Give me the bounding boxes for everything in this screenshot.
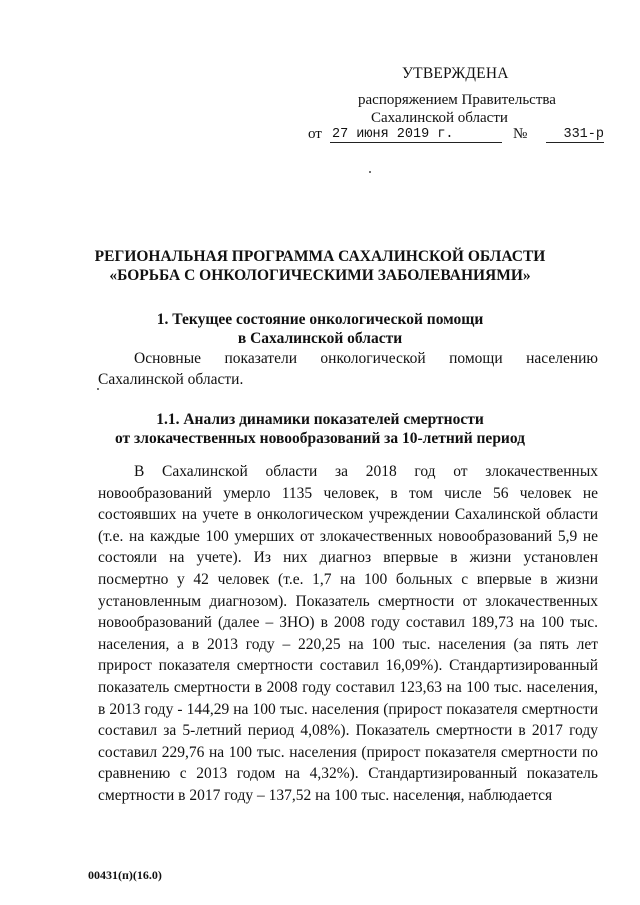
approval-issuer-line1: распоряжением Правительства	[358, 92, 556, 108]
approved-heading: УТВЕРЖДЕНА	[402, 65, 509, 82]
section1-heading	[0, 310, 640, 348]
title-line2: «БОРЬБА С ОНКОЛОГИЧЕСКИМИ ЗАБОЛЕВАНИЯМИ»	[109, 267, 531, 284]
from-label: от	[308, 126, 322, 142]
scan-dot	[369, 171, 371, 173]
approval-date-line	[308, 126, 608, 146]
approval-number: 331-р	[546, 127, 604, 143]
section1-intro: Основные показатели онкологической помощи населению Сахалинской области.	[98, 350, 598, 388]
section1-heading-line2: в Сахалинской области	[237, 330, 403, 347]
section1-heading-line1: 1. Текущее состояние онкологической помощи	[156, 311, 484, 328]
document-title	[0, 247, 640, 285]
section11-heading	[0, 410, 640, 448]
section11-heading-line1: 1.1. Анализ динамики показателей смертности	[156, 411, 484, 428]
section11-paragraph: В Сахалинской области за 2018 год от злокачественных новообразований умерло 1135 человек, в том числе 56 человек не состоявших на учете в онкологическом учреждении Сахалинской области (т.е. на каждые 100 умерших от злокачественных новообразований 5,9 не состояли на учете). Из них диагноз впервые в жизни установлен посмертно у 42 человек (т.е. 1,7 на 100 больных с впервые в жизни установленным диагнозом). Показатель смертности от злокачественных новообразований (далее – ЗНО) в 2008 году составил 189,73 на 100 тыс. населения, а в 2013 году – 220,25 на 100 тыс. населения (за пять лет прирост показателя смертности составил 16,09%). Стандартизированный показатель смертности в 2008 году составил 123,63 на 100 тыс. населения, в 2013 году - 144,29 на 100 тыс. населения (прирост показателя смертности составил за 5-летний период 4,08%). Показатель смертности в 2017 году составил 229,76 на 100 тыс. населения (прирост показателя смертности по сравнению с 2013 годом на 4,32%). Стандартизированный показатель смертности в 2017 году – 137,52 на 100 тыс. населения, наблюдается	[98, 463, 598, 804]
approval-issuer-line2: Сахалинской области	[371, 110, 508, 126]
title-line1: РЕГИОНАЛЬНАЯ ПРОГРАММА САХАЛИНСКОЙ ОБЛАСТИ	[94, 248, 546, 265]
number-label: №	[513, 126, 528, 142]
section11-heading-line2: от злокачественных новообразований за 10-летний период	[114, 430, 526, 447]
approval-date: 27 июня 2019 г.	[330, 127, 502, 143]
footer-stamp: 00431(п)(16.0)	[88, 868, 162, 882]
